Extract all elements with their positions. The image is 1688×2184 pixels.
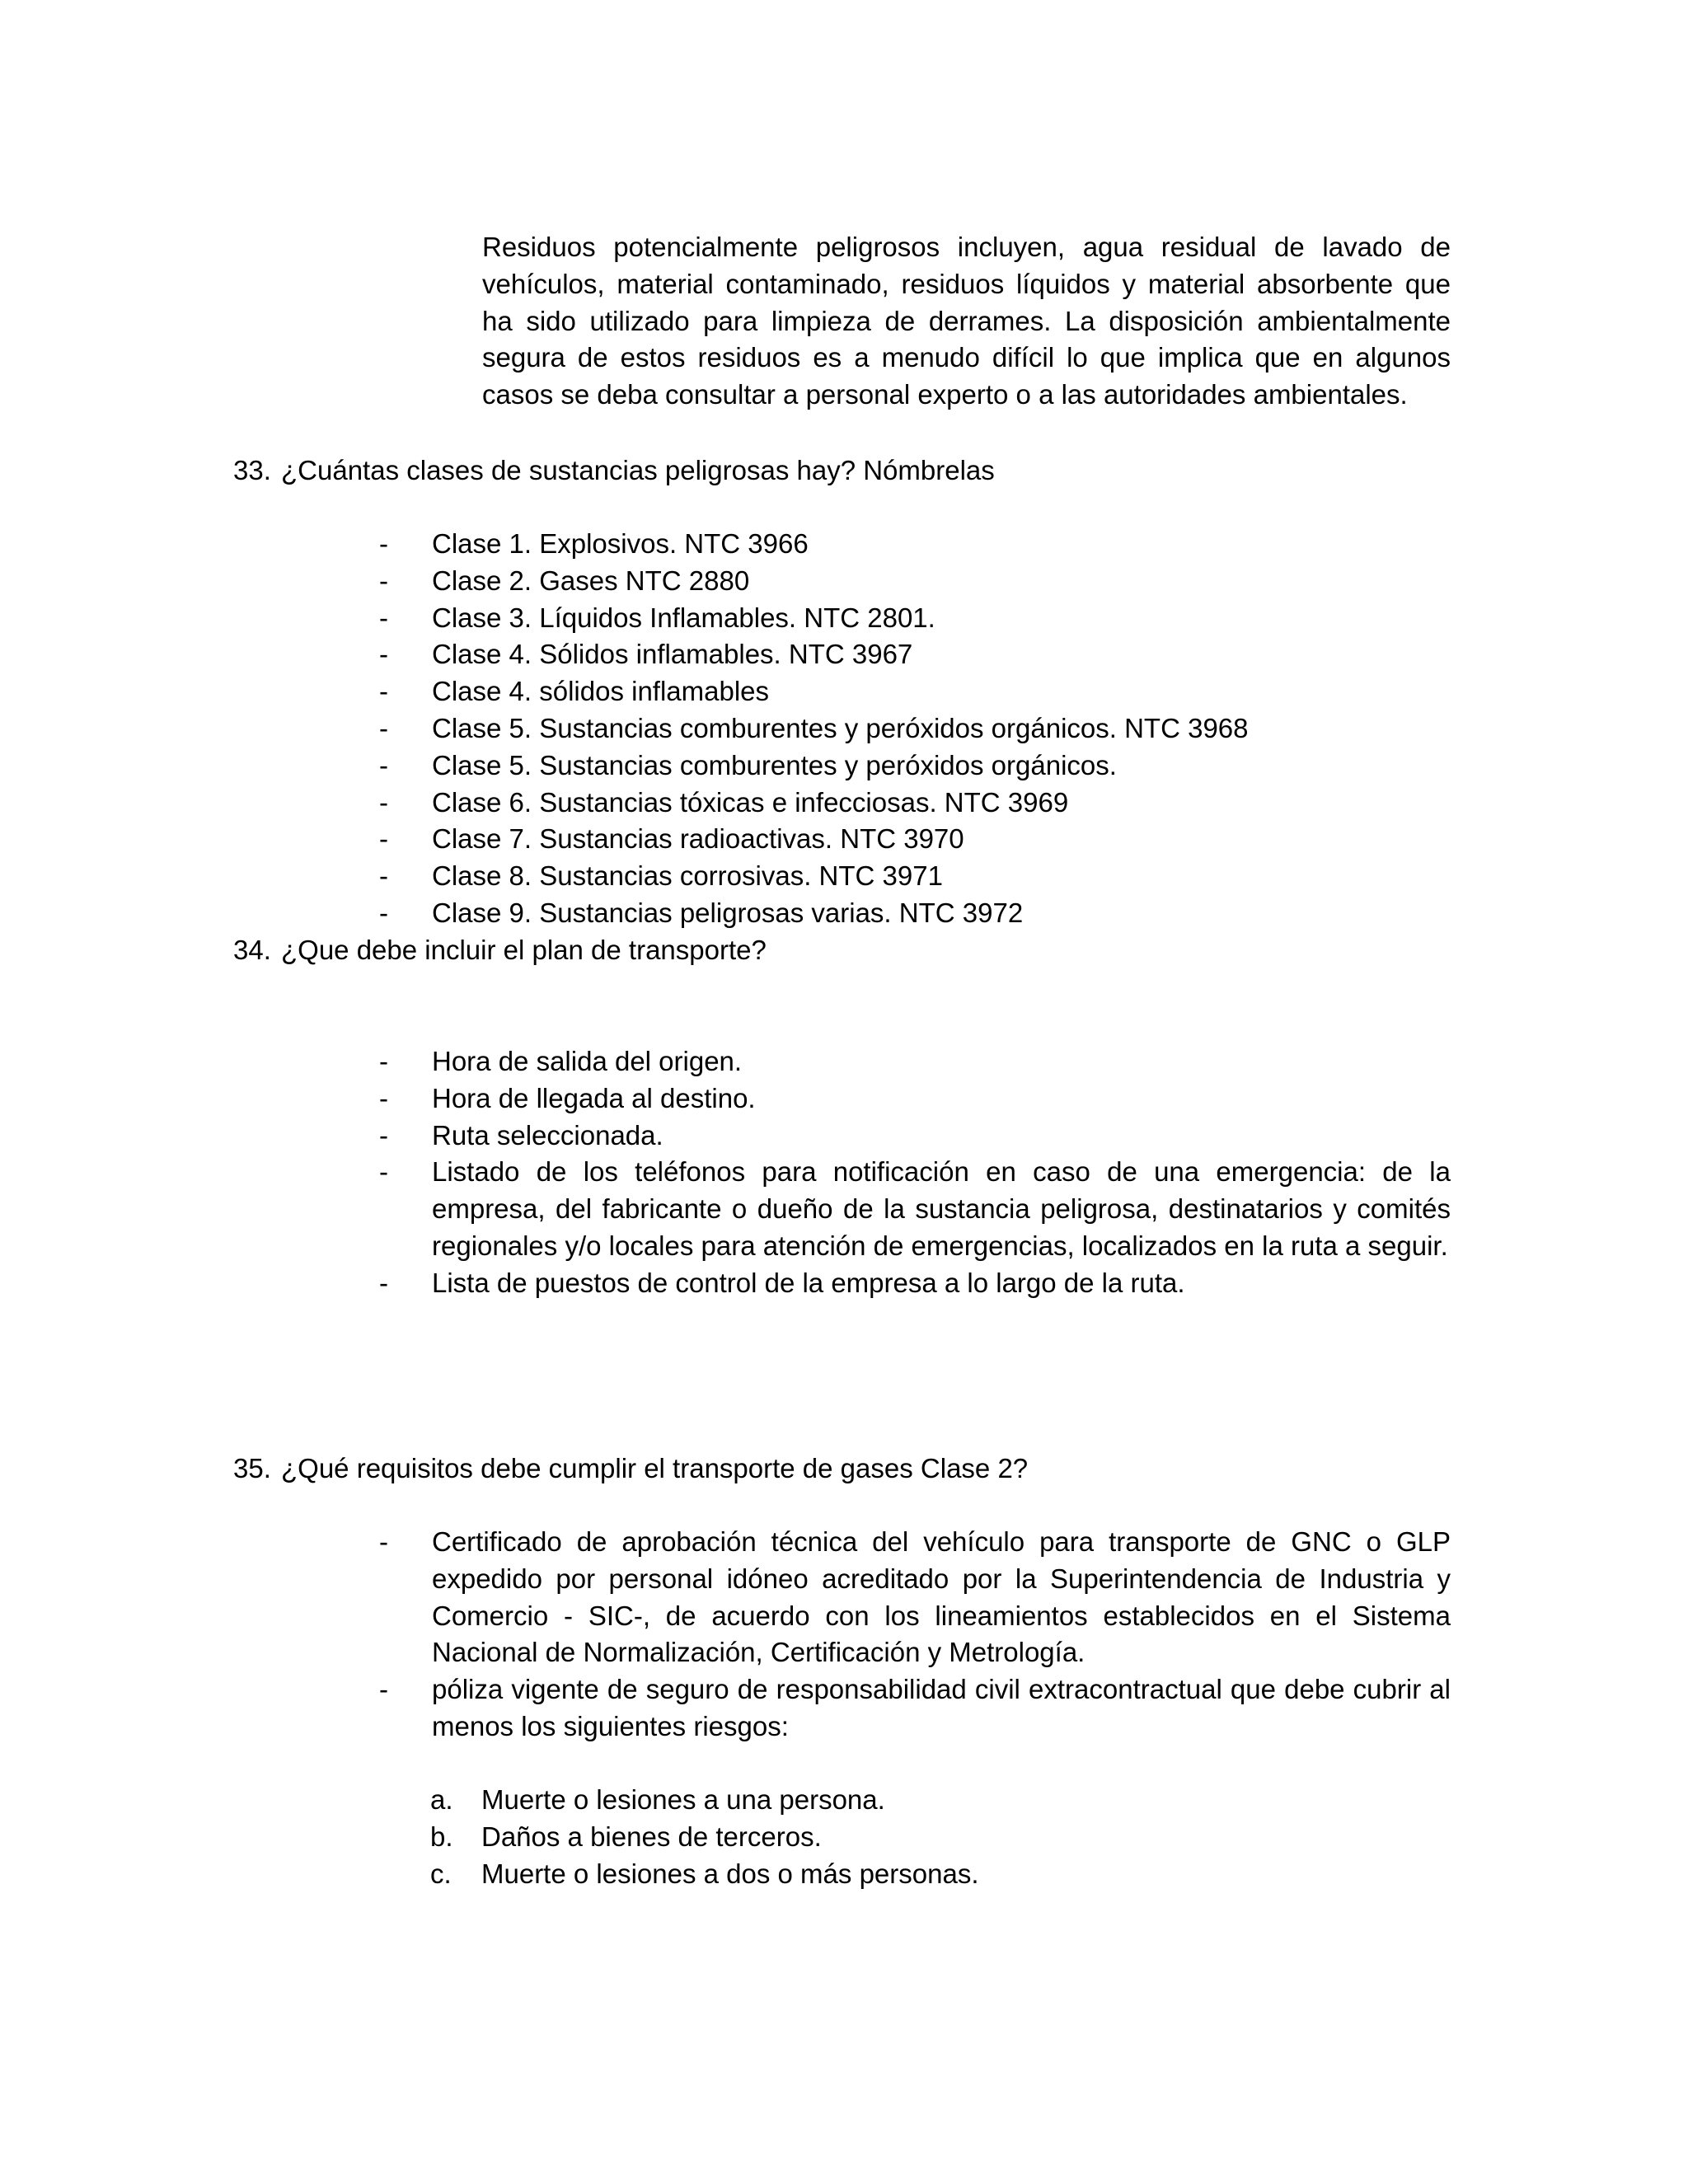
list-item: - Clase 9. Sustancias peligrosas varias. NTC 3972: [377, 895, 1451, 932]
list-marker: a.: [430, 1784, 453, 1815]
list-bullet: -: [379, 602, 388, 633]
list-bullet: -: [379, 897, 388, 928]
list-item: - Hora de llegada al destino.: [377, 1080, 1451, 1118]
list-item: a. Muerte o lesiones a una persona.: [430, 1782, 1254, 1819]
question-number: 34.: [233, 935, 271, 965]
list-bullet: -: [379, 565, 388, 596]
list-bullet: -: [379, 1082, 388, 1113]
list-item: - póliza vigente de seguro de responsabilidad civil extracontractual que debe cubrir al menos los siguientes riesgos:: [377, 1671, 1451, 1746]
list-bullet: -: [379, 1156, 388, 1188]
question-text: ¿Cuántas clases de sustancias peligrosas hay? Nómbrelas: [281, 455, 995, 485]
list-item: - Clase 1. Explosivos. NTC 3966: [377, 526, 1451, 563]
list-bullet: -: [379, 749, 388, 780]
list-item: - Clase 2. Gases NTC 2880: [377, 563, 1451, 600]
hazard-classes-list: [377, 526, 1451, 932]
list-item: - Clase 5. Sustancias comburentes y peróxidos orgánicos.: [377, 748, 1451, 785]
question-number: 33.: [233, 455, 271, 485]
list-item: - Clase 6. Sustancias tóxicas e infecciosas. NTC 3969: [377, 785, 1451, 822]
list-bullet: -: [379, 528, 388, 559]
insurance-risks-list: [430, 1782, 1254, 1892]
list-bullet: -: [379, 676, 388, 707]
list-item: - Clase 3. Líquidos Inflamables. NTC 2801.: [377, 600, 1451, 637]
list-bullet: -: [379, 639, 388, 670]
question-34: [233, 932, 1453, 969]
list-item: - Ruta seleccionada.: [377, 1118, 1451, 1155]
intro-paragraph: Residuos potencialmente peligrosos incluyen, agua residual de lavado de vehículos, material contaminado, residuos líquidos y material absorbente que ha sido utilizado para limpieza de derrames. La disposición ambientalmente segura de estos residuos es a menudo difícil lo que implica que en algunos casos se deba consultar a personal experto o a las autoridades ambientales.: [482, 232, 1451, 410]
question-33: [233, 452, 1453, 490]
question-text: ¿Que debe incluir el plan de transporte?: [281, 935, 767, 965]
list-item: - Lista de puestos de control de la empresa a lo largo de la ruta.: [377, 1265, 1451, 1302]
list-item: - Hora de salida del origen.: [377, 1043, 1451, 1080]
list-marker: b.: [430, 1821, 453, 1852]
list-item: - Clase 8. Sustancias corrosivas. NTC 3971: [377, 858, 1451, 895]
list-bullet: -: [379, 786, 388, 818]
list-item: b. Daños a bienes de terceros.: [430, 1819, 1254, 1856]
list-item: - Clase 4. Sólidos inflamables. NTC 3967: [377, 636, 1451, 673]
list-item: - Certificado de aprobación técnica del vehículo para transporte de GNC o GLP expedido por personal idóneo acreditado por la Superintendencia de Industria y Comercio - SIC-, de acuerdo con los lineamientos establecidos en el Sistema Nacional de Normalización, Certificación y Metrología.: [377, 1524, 1451, 1671]
list-bullet: -: [379, 1046, 388, 1076]
list-item: - Clase 7. Sustancias radioactivas. NTC 3970: [377, 821, 1451, 858]
list-item: c. Muerte o lesiones a dos o más personas.: [430, 1856, 1254, 1893]
list-bullet: -: [379, 823, 388, 855]
list-bullet: -: [379, 1267, 388, 1298]
list-bullet: -: [379, 1119, 388, 1151]
question-text: ¿Qué requisitos debe cumplir el transporte de gases Clase 2?: [281, 1453, 1029, 1483]
question-number: 35.: [233, 1453, 271, 1483]
list-bullet: -: [379, 712, 388, 743]
list-bullet: -: [379, 1674, 388, 1705]
question-35: [233, 1451, 1453, 1488]
gas-transport-requirements-list: [377, 1524, 1451, 1746]
list-bullet: -: [379, 1526, 388, 1557]
list-bullet: -: [379, 860, 388, 892]
list-item: - Listado de los teléfonos para notificación en caso de una emergencia: de la empresa, del fabricante o dueño de la sustancia peligrosa, destinatarios y comités regionales y/o locales para atención de emergencias, localizados en la ruta a seguir.: [377, 1154, 1451, 1264]
list-item: - Clase 4. sólidos inflamables: [377, 673, 1451, 710]
transport-plan-list: [377, 1043, 1451, 1302]
list-marker: c.: [430, 1858, 452, 1889]
list-item: - Clase 5. Sustancias comburentes y peróxidos orgánicos. NTC 3968: [377, 710, 1451, 748]
